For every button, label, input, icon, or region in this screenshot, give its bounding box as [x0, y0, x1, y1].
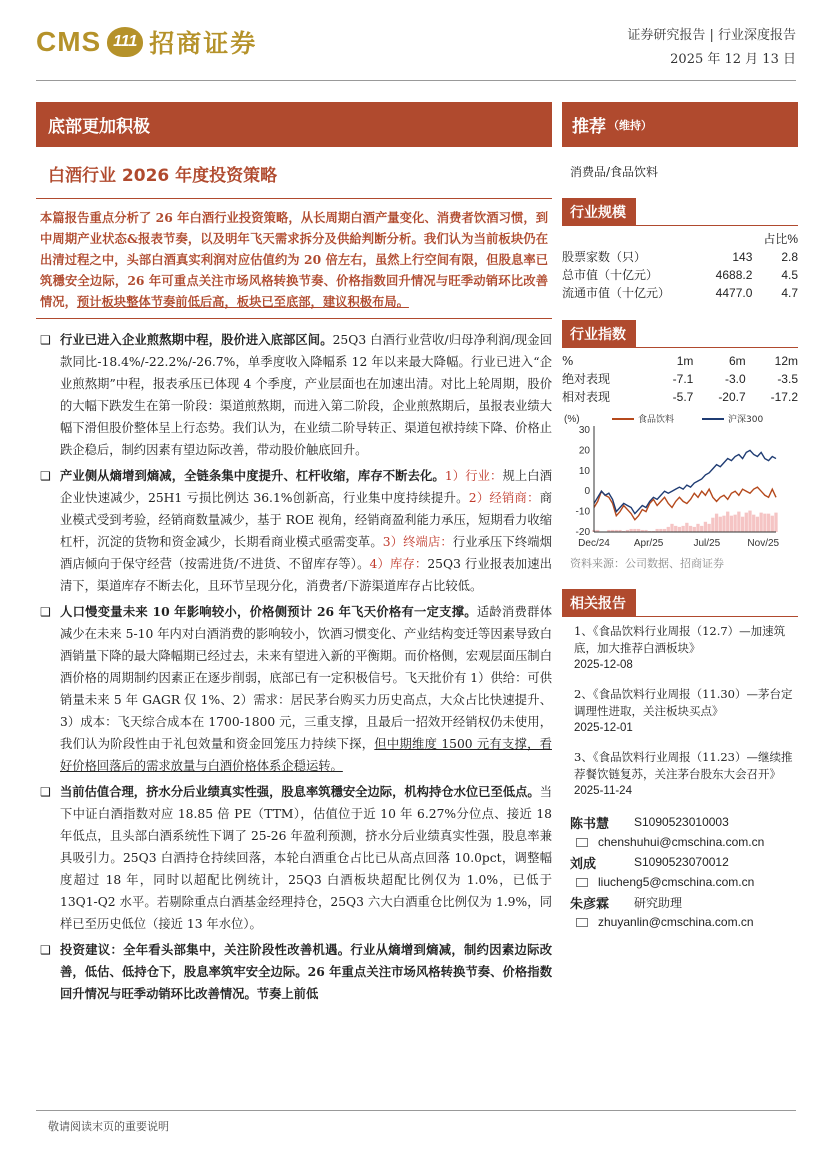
abstract-conclusion: 预计板块整体节奏前低后高，板块已至底部，建议积极布局。 — [76, 294, 409, 309]
checkbox-icon: ❑ — [40, 785, 51, 799]
relative-bar — [763, 514, 766, 532]
table-row: 相对表现 -5.7 -20.7 -17.2 — [562, 390, 798, 404]
relative-bar — [678, 527, 681, 532]
rating-bar — [562, 102, 798, 147]
report-date: 2025-11-24 — [574, 785, 632, 797]
report-date: 2025 年 12 月 13 日 — [670, 52, 796, 67]
mail-icon — [576, 878, 588, 887]
rating-note: （维持） — [608, 118, 652, 132]
analyst-email[interactable]: chenshuhui@cmschina.com.cn — [570, 832, 798, 852]
relative-bar — [719, 517, 722, 532]
checkbox-icon: ❑ — [40, 333, 51, 347]
bullet-lead: 产业侧从熵增到熵减，全链条集中度提升、杠杆收缩，库存不断去化。 — [60, 468, 445, 483]
table-row: 流通市值（十亿元） 4477.0 4.7 — [562, 286, 798, 300]
chart-source: 资料来源：公司数据、招商证券 — [570, 557, 724, 570]
table-row: 绝对表现 -7.1 -3.0 -3.5 — [562, 372, 798, 386]
related-reports — [562, 623, 798, 800]
main-column — [36, 102, 552, 1009]
table-row: 总市值（十亿元） 4688.2 4.5 — [562, 268, 798, 282]
logo-badge-icon: 111 — [107, 27, 143, 57]
relative-bar — [693, 527, 696, 532]
checkbox-icon: ❑ — [40, 943, 51, 957]
relative-bar — [715, 514, 718, 532]
y-tick-label: 0 — [584, 486, 590, 498]
relative-bar — [722, 516, 725, 532]
relative-bar — [771, 516, 774, 532]
bullet-sub-text: 行业承压下终端烟酒店倾向于保守经营（按需进货/不进货、不留库存等）。 — [60, 535, 552, 571]
logo-text: CMS — [36, 26, 102, 57]
bullet-sub-text: 25Q3 行业报表加速出清下，渠道库存不断去化，且环节呈现分化，消费者/下游渠道库存占比较低。 — [60, 557, 553, 593]
bullet-item — [36, 329, 552, 461]
headline-tag: 底部更加积极 — [36, 102, 552, 147]
section-header-related: 相关报告 — [562, 589, 798, 617]
index-chart — [562, 412, 798, 553]
report-title: 白酒行业 2026 年度投资策略 — [36, 147, 552, 199]
mail-icon — [576, 918, 588, 927]
analyst-row: 朱彦霖 研究助理 — [570, 895, 683, 912]
list-item[interactable] — [574, 749, 798, 800]
legend-label: 食品饮料 — [638, 415, 675, 425]
legend-label: 沪深300 — [728, 415, 764, 425]
bullet-item — [36, 781, 552, 935]
logo-cn-text: 招商证券 — [149, 29, 258, 58]
bullet-lead: 投资建议：全年看头部集中，关注阶段性改善机遇。行业从熵增到熵减，制约因素边际改善，低估、低持仓下，股息率筑牢安全边际。26 年重点关注市场风格转换节奏、价格指数回升情况与旺季动销环比改善情况。节奏上前低 — [60, 942, 552, 1001]
abstract-main: 本篇报告重点分析了 26 年白酒行业投资策略，从长周期白酒产量变化、消费者饮酒习惯，到中周期产业状态&报表节奏，以及明年飞天需求拆分及供給判断分析。我们认为当前板块仍在出清过程之中，头部白酒真实利润对应估值约为 20 倍左右，虽然上行空间有限，但股息率已筑穩安全边际，26 年可重点关注市场风格转换节奏、价格指数回升情况与旺季动销环比改善情况， — [40, 210, 548, 309]
relative-bar — [689, 526, 692, 532]
relative-bar — [726, 512, 729, 532]
y-tick-label: -20 — [575, 527, 590, 538]
series-line-hs300 — [594, 450, 776, 513]
bullet-item — [36, 601, 552, 777]
bullet-sub-label: 4）库存： — [369, 557, 428, 571]
company-logo — [36, 22, 257, 62]
sidebar-column — [562, 102, 798, 932]
relative-bar — [752, 515, 755, 532]
bullet-sub-text: 商业模式受到考验，经销商数量减少，基于 ROE 视角，经销商盈利能力承压，短期看力收缩杠杆，沉淀的货物和资金减少，长期看商业模式亟需变革。 — [60, 491, 552, 549]
relative-bar — [700, 526, 703, 532]
analyst-list — [562, 812, 798, 932]
relative-bar — [685, 523, 688, 532]
y-tick-label: 30 — [578, 425, 590, 436]
header-divider — [36, 80, 796, 81]
analyst-row: 陈书慧 S1090523010003 — [570, 815, 729, 832]
rating: 推荐 — [572, 117, 606, 137]
bullet-underline: 但中期维度 1500 元有支撑，看好价格回落后的需求放量与白酒价格体系企穏运转。 — [60, 737, 552, 773]
relative-bar — [745, 513, 748, 532]
mail-icon — [576, 838, 588, 847]
y-axis-label: (%) — [564, 414, 580, 425]
x-tick-label: Apr/25 — [633, 538, 664, 549]
x-tick-label: Jul/25 — [693, 538, 721, 549]
abstract — [36, 199, 552, 319]
relative-bar — [708, 524, 711, 532]
report-link[interactable]: 1、《食品饮料行业周报（12.7）—加速筑底，加大推荐白酒板块》 — [574, 624, 786, 655]
relative-bar — [667, 527, 670, 532]
table-row — [562, 230, 798, 248]
section-header-scale: 行业规模 — [562, 198, 798, 226]
analyst-email[interactable]: zhuyanlin@cmschina.com.cn — [570, 912, 798, 932]
report-link[interactable]: 2、《食品饮料行业周报（11.30）—茅台定调理性进取，关注板块买点》 — [574, 687, 793, 718]
index-table — [562, 352, 798, 406]
table-row: % 1m 6m 12m — [562, 354, 798, 368]
pct-header: 占比% — [763, 232, 798, 246]
relative-bar — [767, 514, 770, 532]
analyst-email[interactable]: liucheng5@cmschina.com.cn — [570, 872, 798, 892]
y-tick-label: -10 — [575, 506, 590, 518]
bullet-sub-label: 2）经销商： — [468, 491, 540, 505]
report-date: 2025-12-08 — [574, 659, 633, 671]
relative-bar — [674, 526, 677, 532]
header-meta — [627, 24, 796, 72]
relative-bar — [696, 524, 699, 532]
bullet-item — [36, 939, 552, 1005]
report-type: 证券研究报告 | 行业深度报告 — [627, 28, 796, 43]
bullet-body: 25Q3 白酒行业营收/归母净利润/现金回款同比-18.4%/-22.2%/-26.7%，单季度收入降幅系 12 年以来最大降幅。行业已进入“企业煎熬期”中程，报表承压已体现 4 个季度，产业层面也在加速出清。对比上轮周期，股价的大幅下跌发生在第一阶段：渠道煎熬期，而进入第二阶段，企业煎熬期后，虽报表业绩大幅下滑但股价整体呈上行态势。我们认为，在业绩二阶导转正、渠道包袱持续下降、价格止跌企稳后，制约因素有望边际改善，带动股价触底回升。 — [60, 333, 552, 457]
report-link[interactable]: 3、《食品饮料行业周报（11.23）—继续推荐餐饮链复苏，关注茅台股东大会召开》 — [574, 750, 793, 781]
chart-svg — [562, 412, 798, 550]
relative-bar — [730, 516, 733, 532]
y-tick-label: 20 — [578, 445, 590, 457]
footer-divider — [36, 1110, 796, 1111]
bullet-lead: 人口慢变量未来 10 年影响较小，价格侧预计 26 年飞天价格有一定支撑。 — [60, 604, 477, 619]
relative-bar — [734, 515, 737, 532]
relative-bar — [760, 513, 763, 532]
relative-bar — [704, 522, 707, 532]
bullet-sub-text: 规上白酒企业快速减少，25H1 亏损比例达 36.1%创新高，行业集中度持续提升。 — [60, 469, 552, 505]
relative-bar — [737, 512, 740, 532]
relative-bar — [748, 511, 751, 532]
relative-bar — [774, 513, 777, 532]
bullet-item — [36, 465, 552, 597]
x-tick-label: Dec/24 — [578, 538, 610, 549]
report-date: 2025-12-01 — [574, 722, 633, 734]
x-tick-label: Nov/25 — [747, 538, 780, 549]
list-item[interactable] — [574, 686, 798, 737]
checkbox-icon: ❑ — [40, 605, 51, 619]
relative-bar — [711, 518, 714, 532]
relative-bar — [756, 517, 759, 532]
footer-disclaimer: 敬请阅读末页的重要说明 — [48, 1120, 169, 1133]
analyst-row: 刘成 S1090523070012 — [570, 855, 729, 872]
relative-bar — [741, 517, 744, 532]
bullet-sub-label: 1）行业： — [444, 469, 503, 483]
relative-bar — [670, 524, 673, 532]
checkbox-icon: ❑ — [40, 469, 51, 483]
section-header-index: 行业指数 — [562, 320, 798, 348]
bullet-lead: 行业已进入企业煎熬期中程，股价进入底部区间。 — [60, 332, 333, 347]
relative-bar — [682, 526, 685, 532]
bullet-lead: 当前估值合理，挤水分后业绩真实性强，股息率筑穩安全边际，机构持仓水位已至低点。 — [60, 784, 540, 799]
sector-label: 消费品/食品饮料 — [570, 165, 659, 179]
scale-table — [562, 230, 798, 302]
bullet-list — [36, 329, 552, 1005]
bullet-sub-label: 3）终端店： — [382, 535, 453, 549]
list-item[interactable] — [574, 623, 798, 674]
table-row: 股票家数（只） 143 2.8 — [562, 250, 798, 264]
bullet-body: 当下中证白酒指数对应 18.85 倍 PE（TTM），估值位于近 10 年 6.27%分位点、接近 18 年低点，且头部白酒系统性下调了 25-26 年盈利预测，挤水分后业绩真实性强，股息率兼具吸引力。25Q3 白酒持仓持续回落，本轮白酒重仓占比已从高点回落 10.0pct，调整幅度超过 18 年，同时以超配比例统计，25Q3 白酒板块超配比例仅为 1.0%，已低于 13Q1-Q2 水平。若剔除重点白酒基金经理持仓，25Q3 六大白酒重仓比例仅为 1.9%，同样已至历史低位（接近 13 年水位）。 — [60, 785, 552, 931]
bullet-body: 适龄消费群体减少在未来 5-10 年内对白酒消费的影响较小，饮酒习惯变化、产业结构变迁等因素导致白酒销量下降的最大降幅期已经过去，未来有望进入新的平衡期。而价格侧，宏观层面压制白酒价格的周期制约因素正在逐步削弱，底部已有一定积极信号。飞天批价有 1）供给：可供销量未来 5 年 GAGR 仅 1%、2）需求：居民茅台购买力历史高点，大众占比快速提升、3）成本：飞天综合成本在 1700-1800 元，三重支撑，且最后一招效开经销权仍未使用，我们认为阶段性由于礼包效量和资金回笼压力持续下探， — [60, 605, 552, 751]
y-tick-label: 10 — [578, 465, 590, 477]
